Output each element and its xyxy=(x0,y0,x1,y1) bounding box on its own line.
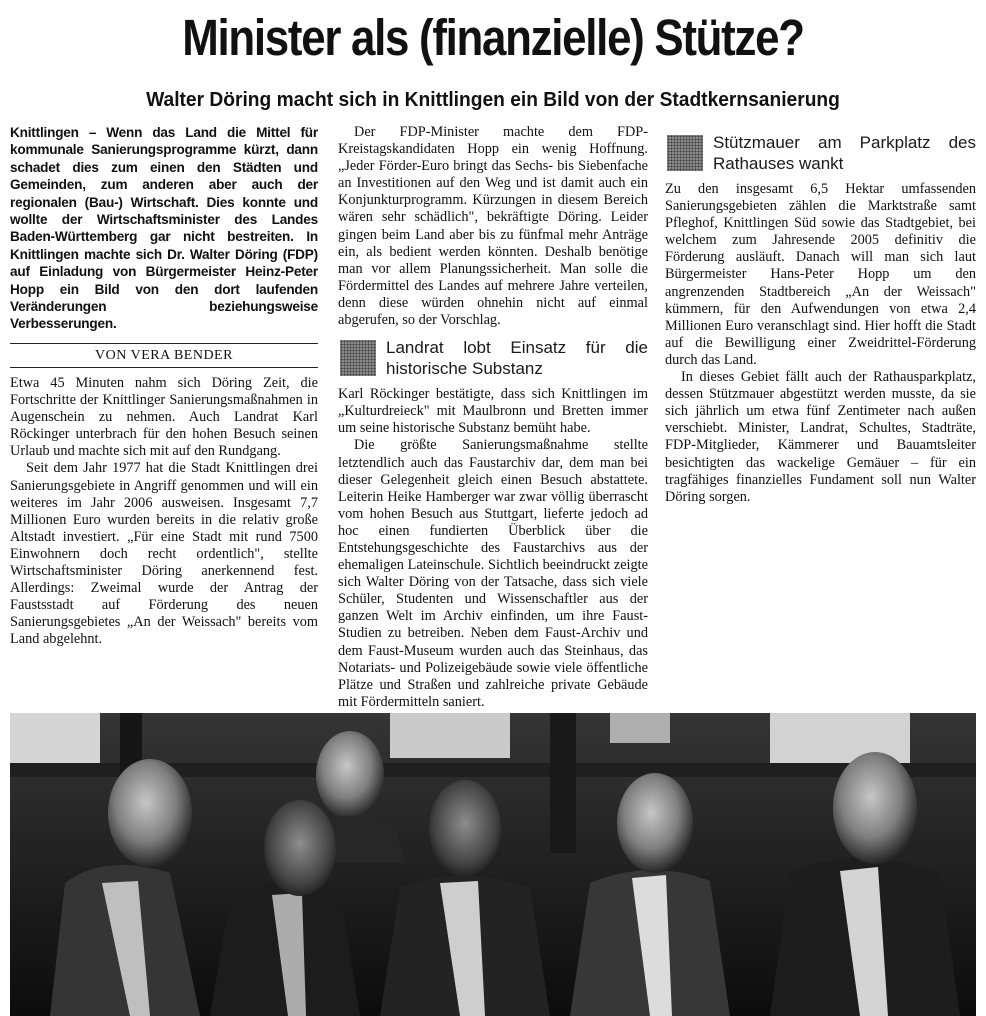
intertitle-landrat xyxy=(338,337,648,379)
column-2 xyxy=(338,124,648,711)
body-paragraph: Etwa 45 Minuten nahm sich Döring Zeit, die Fortschritte der Knittlinger Sanierungsmaßnahmen in Augenschein zu nehmen. Auch Landrat Karl Röckinger unterbrach für den hohen Besuch seinen Urlaub und machte sich mit auf den Rundgang. xyxy=(10,374,318,460)
body-paragraph: Der FDP-Minister machte dem FDP-Kreistagskandidaten Hopp ein wenig Hoffnung. „Jeder Förder-Euro bringt das Sechs- bis Siebenfache an Investitionen auf den Weg und ist damit auch ein Konjunkturprogramm. Kürzungen in diesem Bereich wären sehr schädlich", bekräftigte Döring. Leider gingen beim Land aber bis zu fünfmal mehr Anträge ein, als bedient werden könnten. Deshalb benötige man vor allem Planungssicherheit. Man solle die Fördermittel des Landes auf mehrere Jahre verteilen, denn diese würden ohnehin nicht auf einmal abgerufen, so der Vorschlag. xyxy=(338,124,648,329)
group-photo xyxy=(10,713,976,1016)
body-paragraph: Die größte Sanierungsmaßnahme stellte letztendlich auch das Faustarchiv dar, dem man bei dieser Gelegenheit gleich einen Besuch abstattete. Leiterin Heike Hamberger war zwar völlig überrascht vom hohen Besuch aus Stuttgart, lieferte jedoch ad hoc einen fundierten Überblick über die Entstehungsgeschichte des Faustarchivs aus der ehemaligen Lateinschule. Sichtlich beeindruckt zeigte sich Walter Döring von der Tatsache, dass sich viele Schüler, Studenten und Wissenschaftler aus der ganzen Welt im Archiv einfinden, um ihre Faust-Studien zu betreiben. Neben dem Faust-Archiv und dem Faust-Museum wurden auch das Steinhaus, das Notariats- und Polizeigebäude sowie viele öffentliche Plätze und Straßen und zahlreiche private Gebäude mit Fördermitteln saniert. xyxy=(338,437,648,710)
column-3 xyxy=(665,124,976,506)
screen-marker-icon xyxy=(340,340,376,376)
body-paragraph: In dieses Gebiet fällt auch der Rathausparkplatz, dessen Stützmauer abgestützt werden musste, da sie sich jährlich um etwa fünf Zentimeter nach außen verschiebt. Minister, Landrat, Schultes, Stadträte, FDP-Mitglieder, Kämmerer und Bauamtsleiter besichtigten das wackelige Gemäuer – für ein tragfähiges finanzielles Fundament soll nun Walter Döring sorgen. xyxy=(665,369,976,505)
group-photo-image xyxy=(10,713,976,1016)
intertitle-text: Landrat lobt Einsatz für die historische Substanz xyxy=(386,338,648,379)
intertitle-text: Stützmauer am Parkplatz des Rathauses wankt xyxy=(713,133,976,173)
body-paragraph: Karl Röckinger bestätigte, dass sich Knittlingen im „Kulturdreieck" mit Maulbronn und Bretten immer um seine historische Substanz bemüht habe. xyxy=(338,386,648,437)
body-paragraph: Seit dem Jahr 1977 hat die Stadt Knittlingen drei Sanierungsgebiete in Angriff genommen und will ein weiteres im Jahr 2006 ausweisen. Insgesamt 7,7 Millionen Euro wurden bereits in die relativ große Altstadt investiert. „Für eine Stadt mit rund 7500 Einwohnern doch recht ordentlich", stellte Wirtschaftsminister Döring anerkennend fest. Allerdings: Zweimal wurde der Antrag der Faustsstadt auf Förderung des neuen Sanierungsgebietes „An der Weissach" bereits vom Land abgelehnt. xyxy=(10,460,318,648)
screen-marker-icon xyxy=(667,135,703,171)
body-paragraph: Zu den insgesamt 6,5 Hektar umfassenden Sanierungsgebieten zählen die Marktstraße samt Pfleghof, Knittlingen Süd sowie das Stadtgebiet, bei welchem zum Jahresende 2005 definitiv die Förderung ausläuft. Danach will man sich laut Bürgermeister Hans-Peter Hopp um den angrenzenden Stadtbereich „An der Weissach" kümmern, für den Aufwendungen von etwa 2,4 Millionen Euro veranschlagt sind. Hier hofft die Stadt auf die Bewilligung einer Zweidrittel-Förderung durch das Land. xyxy=(665,181,976,368)
subheadline: Walter Döring macht sich in Knittlingen ein Bild von der Stadtkernsanierung xyxy=(146,89,840,111)
column-1 xyxy=(10,124,318,648)
lead-paragraph: Knittlingen – Wenn das Land die Mittel für kommunale Sanierungsprogramme kürzt, dann schadet dies zum einen den Städten und Gemeinden, zum anderen aber auch der regionalen (Bau-) Wirtschaft. Dies konnte und wollte der Wirtschaftsminister des Landes Baden-Württemberg gar nicht bestreiten. In Knittlingen machte sich Dr. Walter Döring (FDP) auf Einladung von Bürgermeister Heinz-Peter Hopp ein Bild von den dort laufenden Veränderungen beziehungsweise Verbesserungen. xyxy=(10,125,318,332)
byline: VON VERA BENDER xyxy=(10,343,318,368)
headline: Minister als (finanzielle) Stütze? xyxy=(182,9,804,66)
intertitle-stuetzmauer xyxy=(665,132,976,174)
